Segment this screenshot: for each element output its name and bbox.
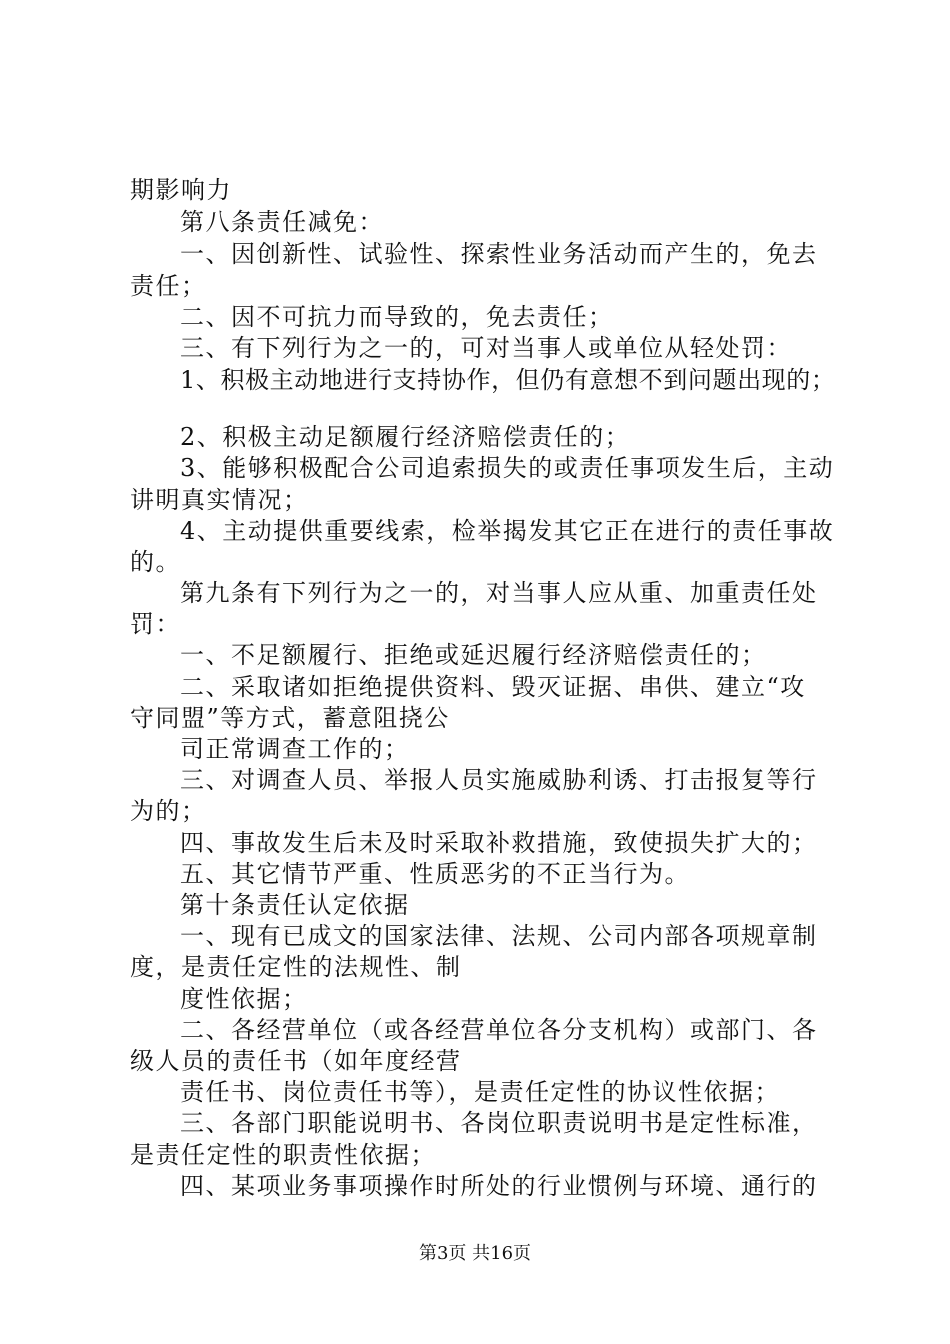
text-line: 讲明真实情况； [130,486,309,514]
text-line: 司正常调查工作的； [180,735,410,763]
text-line: 四、某项业务事项操作时所处的行业惯例与环境、通行的 [180,1172,818,1200]
text-line: 期影响力 [130,176,232,204]
text-line: 度性依据； [180,985,308,1013]
text-line: 二、因不可抗力而导致的，免去责任； [180,303,614,331]
text-line: 三、各部门职能说明书、各岗位职责说明书是定性标准， [180,1109,818,1137]
text-line: 责任； [130,272,207,300]
text-line: 级人员的责任书（如年度经营 [130,1047,462,1075]
text-line: 为的； [130,797,207,825]
text-line: 是责任定性的职责性依据； [130,1141,436,1169]
text-line: 罚： [130,610,181,638]
text-line: 4、主动提供重要线索，检举揭发其它正在进行的责任事故 [180,517,835,545]
text-line: 一、不足额履行、拒绝或延迟履行经济赔偿责任的； [180,641,767,669]
text-line: 2、积极主动足额履行经济赔偿责任的； [180,423,631,451]
text-line: 二、各经营单位（或各经营单位各分支机构）或部门、各 [180,1016,818,1044]
text-line: 度，是责任定性的法规性、制 [130,953,462,981]
text-line: 第八条责任减免： [180,208,384,236]
text-line: 三、对调查人员、举报人员实施威胁利诱、打击报复等行 [180,766,818,794]
text-line: 一、因创新性、试验性、探索性业务活动而产生的，免去 [180,240,818,268]
text-line: 3、能够积极配合公司追索损失的或责任事项发生后，主动 [180,454,835,482]
text-line: 四、事故发生后未及时采取补救措施，致使损失扩大的； [180,829,818,857]
text-line: 二、采取诸如拒绝提供资料、毁灭证据、串供、建立“攻 [180,673,806,701]
text-line: 第九条有下列行为之一的，对当事人应从重、加重责任处 [180,579,818,607]
text-line: 一、现有已成文的国家法律、法规、公司内部各项规章制 [180,922,818,950]
text-line: 三、有下列行为之一的，可对当事人或单位从轻处罚： [180,334,792,362]
text-line: 的。 [130,548,181,576]
text-line: 守同盟”等方式，蓄意阻挠公 [130,704,450,732]
text-line: 第十条责任认定依据 [180,891,410,919]
page-footer: 第3页 共16页 [418,1243,532,1264]
text-line: 1、积极主动地进行支持协作，但仍有意想不到问题出现的； [180,366,836,394]
text-line: 五、其它情节严重、性质恶劣的不正当行为。 [180,860,690,888]
text-line: 责任书、岗位责任书等），是责任定性的协议性依据； [180,1078,780,1106]
